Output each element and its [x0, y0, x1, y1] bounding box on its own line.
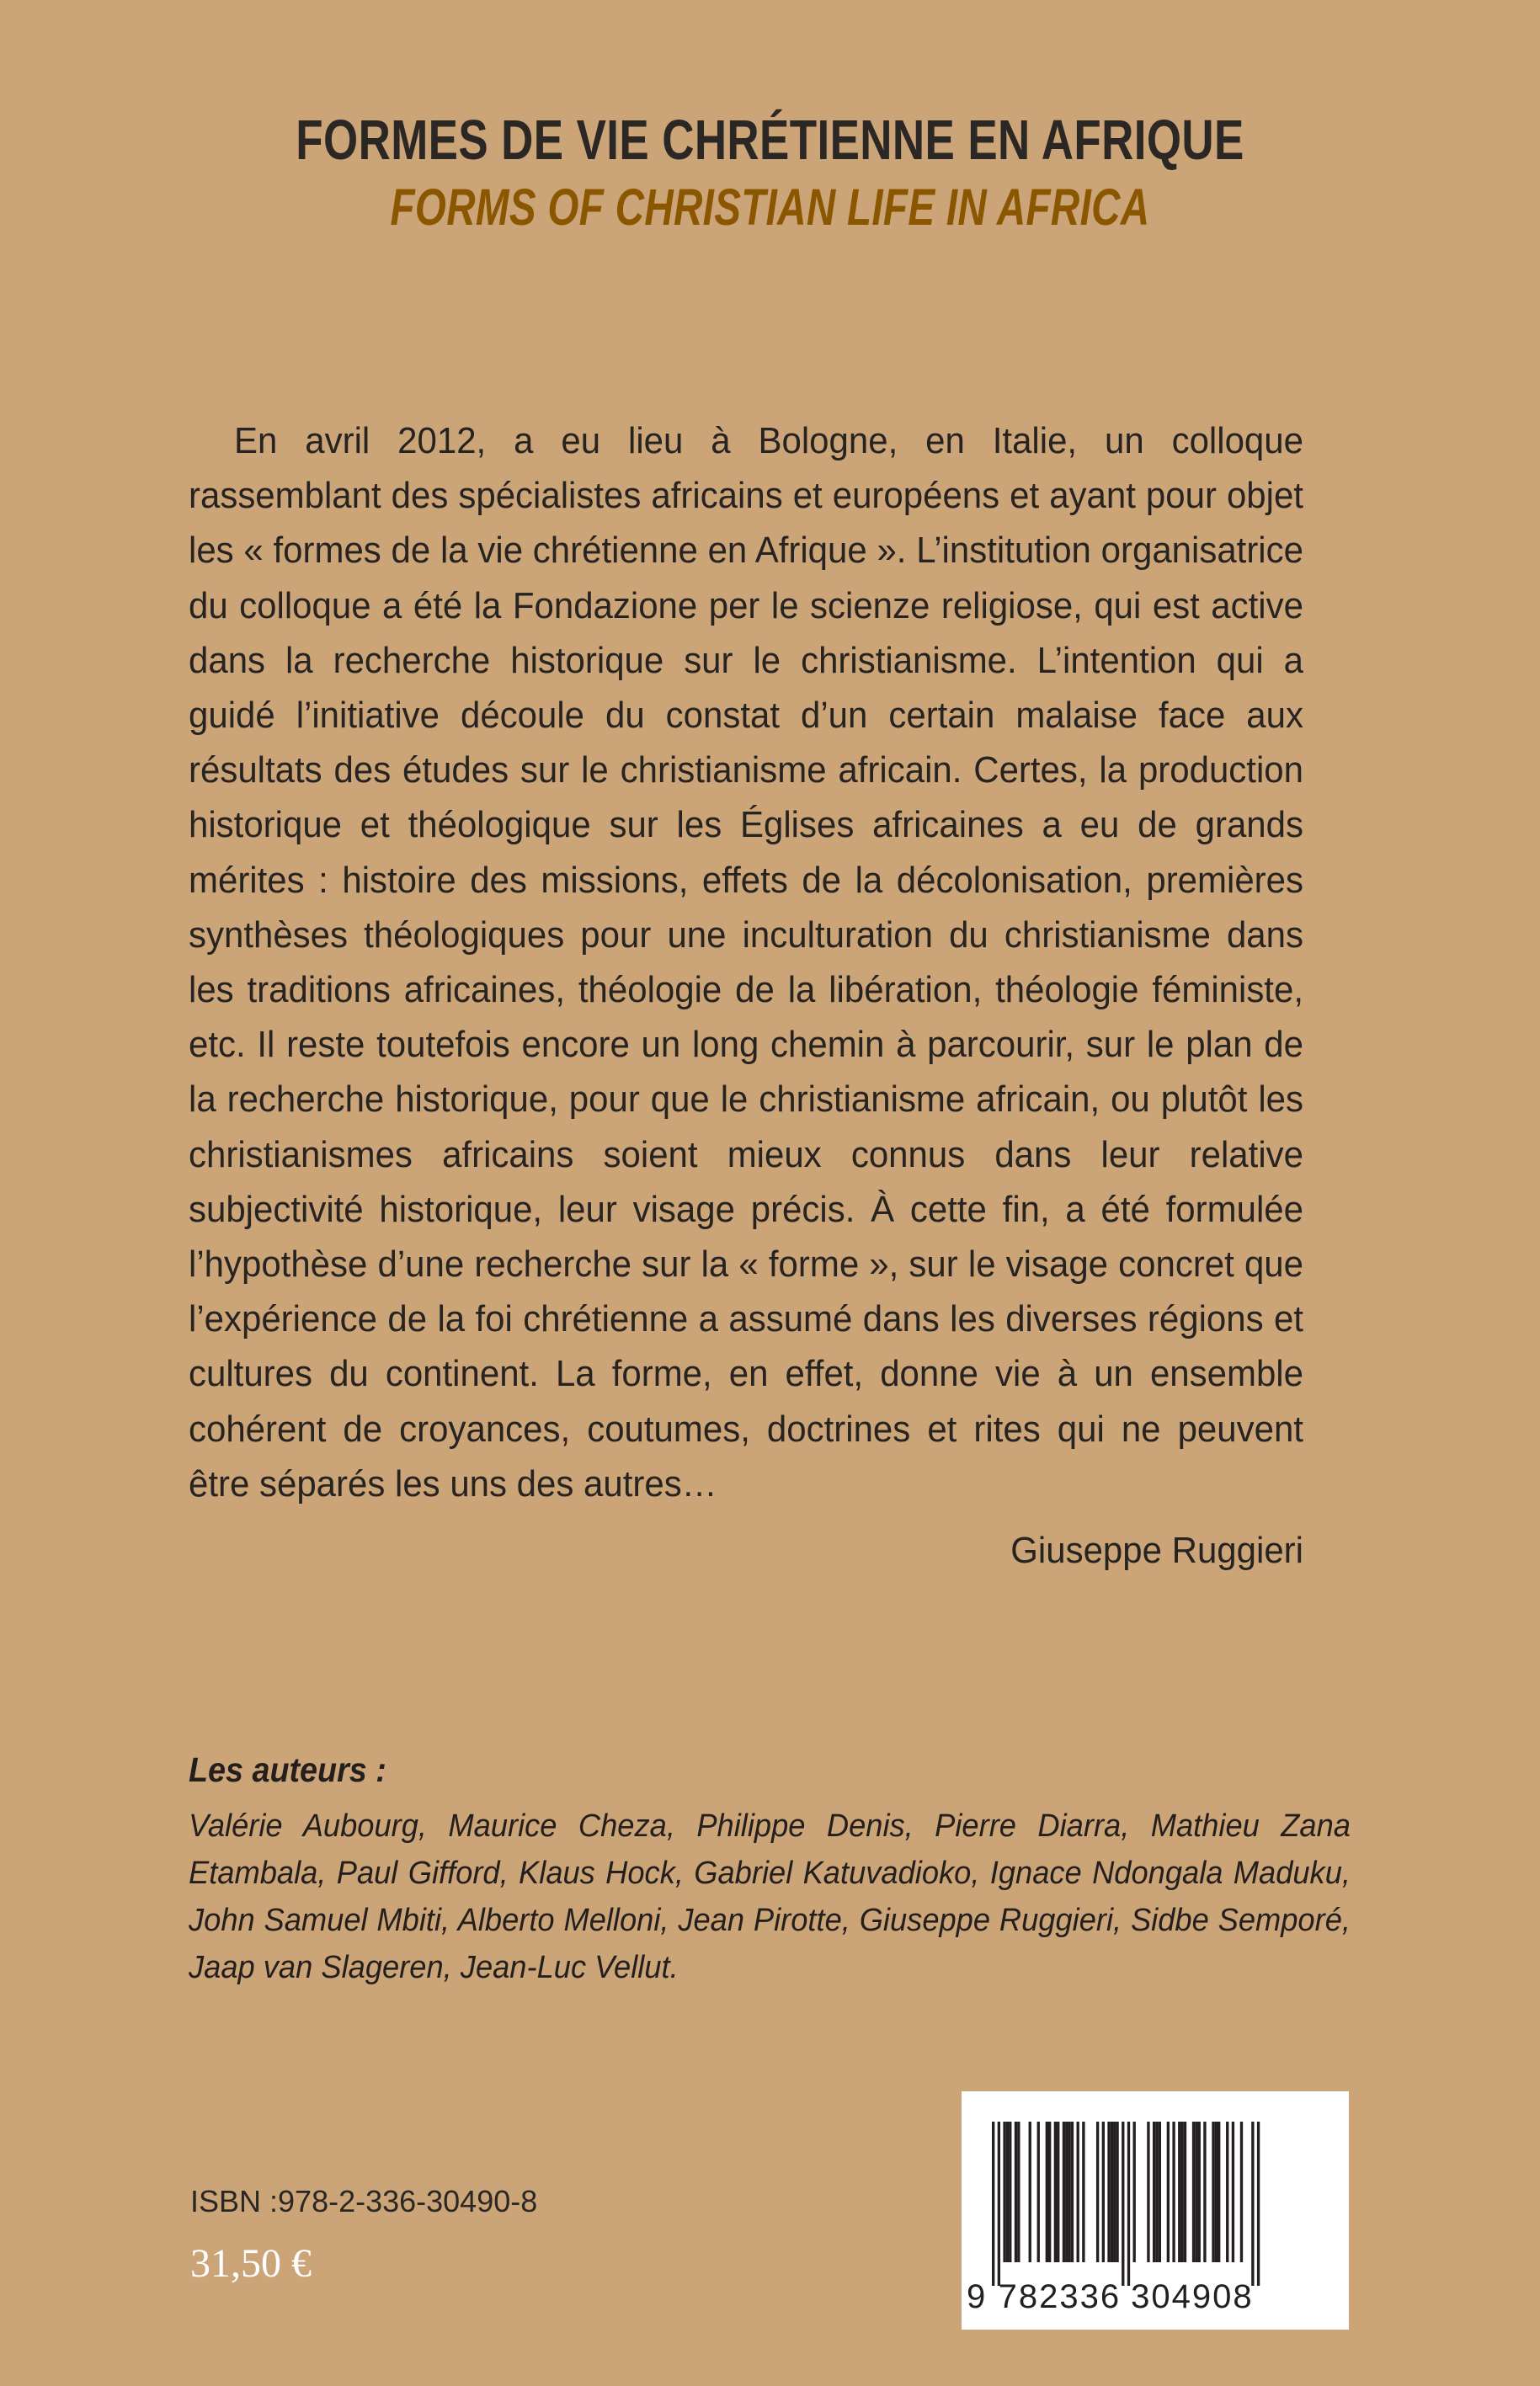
title-block	[0, 108, 1540, 239]
blurb-paragraph: En avril 2012, a eu lieu à Bologne, en Italie, un colloque rassemblant des spécialistes africains et européens et ayant pour objet les « formes de la vie chrétienne en Afrique ». L’institution organisatrice du colloque a été la Fondazione per le scienze religiose, qui est active dans la recherche historique sur le christianisme. L’intention qui a guidé l’initiative découle du constat d’un certain malaise face aux résultats des études sur le christianisme africain. Certes, la production historique et théologique sur les Églises africaines a eu de grands mérites : histoire des missions, effets de la décolonisation, premières synthèses théologiques pour une inculturation du christianisme dans les traditions africaines, théologie de la libération, théologie féministe, etc. Il reste toutefois encore un long chemin à parcourir, sur le plan de la recherche historique, pour que le christianisme africain, ou plutôt les christianismes africains soient mieux connus dans leur relative subjectivité historique, leur visage précis. À cette fin, a été formulée l’hypothèse d’une recherche sur la « forme », sur le visage concret que l’expérience de la foi chrétienne a assumé dans les diverses régions et cultures du continent. La forme, en effet, donne vie à un ensemble cohérent de croyances, coutumes, doctrines et rites qui ne peuvent être séparés les uns des autres…	[189, 421, 1303, 1505]
authors-section	[189, 1749, 1351, 1991]
svg-text:304908: 304908	[1131, 2278, 1254, 2315]
barcode-panel	[962, 2091, 1349, 2330]
page-title-french: FORMES DE VIE CHRÉTIENNE EN AFRIQUE	[296, 109, 1244, 172]
svg-text:9: 9	[967, 2278, 988, 2315]
svg-text:782336: 782336	[998, 2278, 1122, 2315]
page-title-english: FORMS OF CHRISTIAN LIFE IN AFRICA	[390, 178, 1150, 236]
isbn-label: ISBN :978-2-336-30490-8	[190, 2184, 538, 2218]
authors-heading: Les auteurs :	[189, 1750, 386, 1789]
authors-list: Valérie Aubourg, Maurice Cheza, Philippe Denis, Pierre Diarra, Mathieu Zana Etambala, Paul Gifford, Klaus Hock, Gabriel Katuvadioko, Ignace Ndongala Maduku, John Samuel Mbiti, Alberto Melloni, Jean Pirotte, Giuseppe Ruggieri, Sidbe Semporé, Jaap van Slageren, Jean-Luc Vellut.	[189, 1808, 1351, 1985]
ean13-barcode-icon	[962, 2091, 1349, 2330]
blurb-attribution: Giuseppe Ruggieri	[1010, 1531, 1303, 1571]
price-label: 31,50 €	[190, 2241, 312, 2286]
